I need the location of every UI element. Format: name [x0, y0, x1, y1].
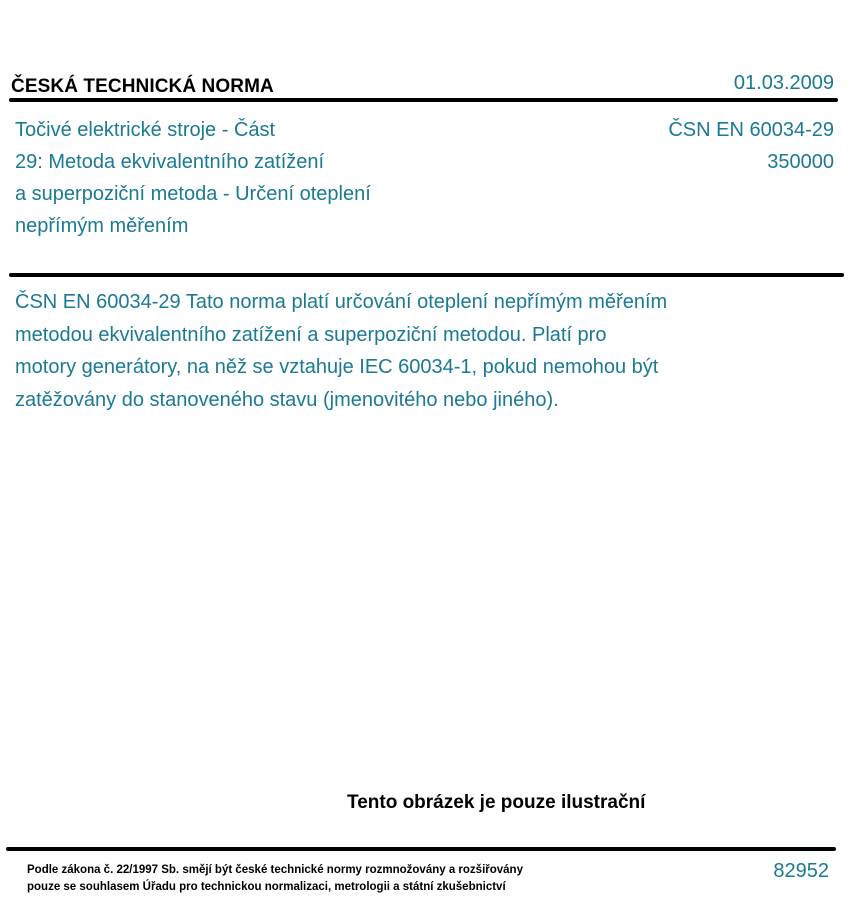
catalog-number: 82952: [773, 860, 829, 882]
standard-code: ČSN EN 60034-29: [668, 119, 834, 141]
standard-title: [15, 114, 435, 242]
standard-title-line: a superpoziční metoda - Určení oteplení: [15, 183, 371, 205]
classification-number: 350000: [767, 151, 834, 173]
footer-legal-line: Podle zákona č. 22/1997 Sb. smějí být české technické normy rozmnožovány a rozšiřovány: [27, 864, 523, 876]
abstract-line: zatěžovány do stanoveného stavu (jmenovitého nebo jiného).: [15, 388, 559, 411]
footer-legal-line: pouze se souhlasem Úřadu pro technickou normalizaci, metrologii a státní zkušebnictví: [27, 881, 506, 893]
header-divider: [9, 98, 838, 102]
document-header-title: ČESKÁ TECHNICKÁ NORMA: [11, 76, 274, 97]
abstract-text: [15, 286, 775, 416]
abstract-line: ČSN EN 60034-29 Tato norma platí určování oteplení nepřímým měřením: [15, 291, 668, 313]
standard-title-line: 29: Metoda ekvivalentního zatížení: [15, 151, 325, 173]
footer-legal-notice: [27, 862, 523, 896]
standard-title-line: Točivé elektrické stroje - Část: [15, 119, 276, 141]
abstract-line: metodou ekvivalentního zatížení a superpoziční metodou. Platí pro: [15, 323, 607, 346]
standard-title-line: nepřímým měřením: [15, 215, 189, 237]
section-divider: [9, 273, 844, 277]
abstract-line: motory generátory, na něž se vztahuje IEC 60034-1, pokud nemohou být: [15, 356, 659, 378]
standard-identifiers: [668, 114, 834, 178]
illustration-note: Tento obrázek je pouze ilustrační: [347, 792, 646, 813]
footer-divider: [6, 847, 836, 851]
publication-date: 01.03.2009: [733, 72, 834, 94]
